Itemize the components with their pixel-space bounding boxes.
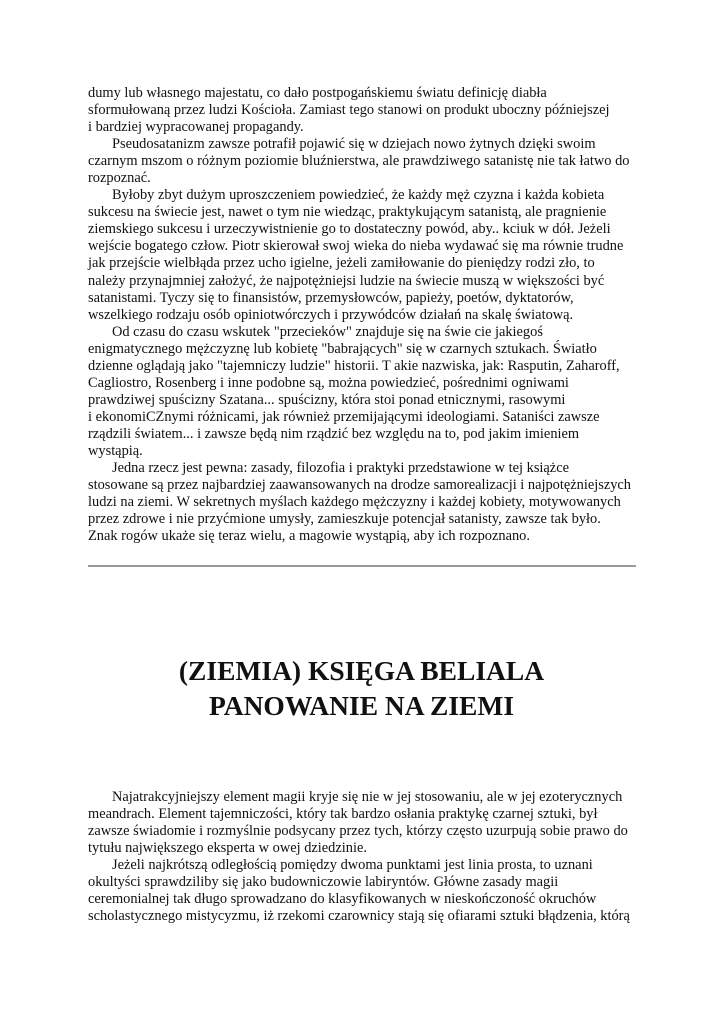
text-line: czarnym mszom o różnym poziomie bluźnierstwa, ale prawdziwego satanistę nie tak łatwo do: [88, 153, 630, 170]
text-line: Od czasu do czasu wskutek "przecieków" znajduje się na świe cie jakiegoś: [112, 323, 543, 340]
text-line: wejście bogatego człow. Piotr skierował swoj wieka do nieba wydawać się ma równie trudne: [88, 238, 624, 255]
text-line: sformułowaną przez ludzi Kościoła. Zamiast tego stanowi on produkt uboczny późniejszej: [88, 102, 610, 119]
text-line: prawdziwej spuścizny Szatana... spuścizny, która stoi ponad etnicznymi, rasowymi: [88, 391, 566, 408]
text-line: satanistami. Tyczy się to finansistów, przemysłowców, papieży, poetów, dyktatorów,: [88, 289, 574, 306]
text-line: należy przynajmniej założyć, że najpotężniejsi ludzie na świecie muszą w większości być: [88, 272, 605, 289]
text-line: dumy lub własnego majestatu, co dało postpogańskiemu światu definicję diabła: [88, 85, 547, 101]
text-line: jak przejście wielbłąda przez ucho igielne, jeżeli zamiłowanie do pieniędzy rodzi zło, to: [88, 255, 595, 272]
text-line: meandrach. Element tajemniczości, który tak bardzo osłania praktykę czarnej sztuki, był: [88, 806, 598, 823]
text-line: ludzi na ziemi. W sekretnych myślach każdego mężczyzny i każdej kobiety, motywowanych: [88, 494, 621, 511]
chapter-heading-line-1: (ZIEMIA) KSIĘGA BELIALA: [178, 655, 545, 686]
text-line: Byłoby zbyt dużym uproszczeniem powiedzieć, że każdy męż czyzna i każda kobieta: [112, 187, 605, 204]
text-line: rozpoznać.: [88, 170, 151, 187]
text-line: scholastycznego mistycyzmu, iż rzekomi czarownicy stają się ofiarami sztuki błądzenia, którą: [88, 908, 630, 925]
text-line: tytułu największego eksperta w owej dziedzinie.: [88, 840, 367, 857]
text-line: ziemskiego sukcesu i urzeczywistnienie go to dostateczny powód, aby.. kciuk w dół. Jeżeli: [88, 221, 611, 238]
text-line: Najatrakcyjniejszy element magii kryje się nie w jej stosowaniu, ale w jej ezoterycznych: [112, 789, 623, 805]
chapter-heading-line-2: PANOWANIE NA ZIEMI: [208, 689, 515, 721]
text-line: dzienne oglądają jako "tajemniczy ludzie" historii. T akie nazwiska, jak: Rasputin, Zaharoff,: [88, 357, 620, 374]
body-text-top: [88, 85, 648, 545]
text-line: enigmatycznego mężczyznę lub kobietę "babrających" się w czarnych sztukach. Światło: [88, 340, 597, 357]
section-divider: [88, 565, 636, 567]
text-line: i ekonomiCZnymi różnicami, jak również przemijającymi ideologiami. Sataniści zawsze: [88, 408, 600, 425]
text-line: stosowane są przez najbardziej zaawansowanych na drodze samorealizacji i najpotężniejszych: [88, 477, 631, 494]
text-line: Jeżeli najkrótszą odległością pomiędzy dwoma punktami jest linia prosta, to uznani: [112, 857, 593, 874]
chapter-heading: [0, 654, 723, 723]
text-line: wszelkiego rodzaju osób opiniotwórczych i przywódców działań na skalę światową.: [88, 306, 574, 323]
text-line: zawsze świadomie i rozmyślnie podsycany przez tych, którzy często uzurpują sobie prawo do: [88, 823, 628, 840]
text-line: i bardziej wypracowanej propagandy.: [88, 119, 304, 136]
body-text-bottom: [88, 789, 648, 925]
text-line: Znak rogów ukaże się teraz wielu, a magowie wystąpią, aby ich rozpoznano.: [88, 528, 530, 545]
text-line: przez zdrowe i nie przyćmione umysły, zamieszkuje potencjał satanisty, zawsze tak było.: [88, 511, 601, 528]
text-line: okultyści sprawdziliby się jako budowniczowie labiryntów. Główne zasady magii: [88, 874, 559, 891]
text-line: sukcesu na świecie jest, nawet o tym nie wiedząc, praktykującym satanistą, ale pragnienie: [88, 204, 607, 221]
text-line: wystąpią.: [88, 442, 143, 459]
text-line: Cagliostro, Rosenberg i inne podobne są, można powiedzieć, pośrednimi ogniwami: [88, 374, 569, 391]
text-line: Jedna rzecz jest pewna: zasady, filozofia i praktyki przedstawione w tej książce: [112, 460, 569, 477]
text-line: Pseudosatanizm zawsze potrafił pojawić się w dziejach nowo żytnych dzięki swoim: [112, 136, 596, 153]
text-line: rządzili światem... i zawsze będą nim rządzić bez względu na to, pod jakim imieniem: [88, 425, 580, 442]
text-line: ceremonialnej tak długo sprowadzano do klasyfikowanych w nieskończoność okruchów: [88, 891, 597, 908]
